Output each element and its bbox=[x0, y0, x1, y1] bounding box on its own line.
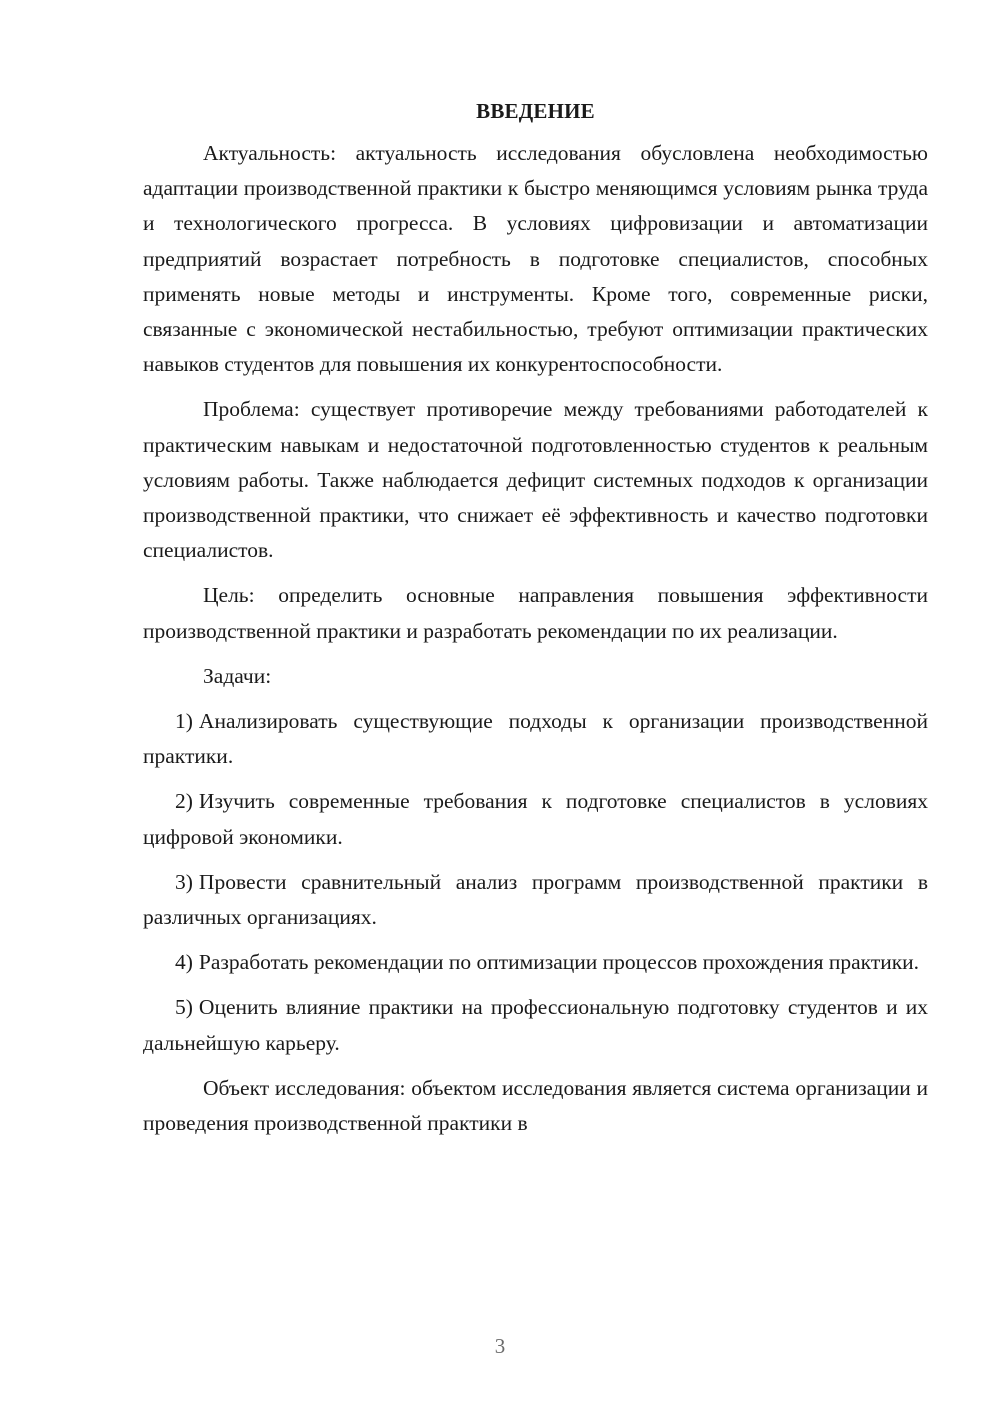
task-number: 4) bbox=[175, 950, 193, 975]
object-paragraph: Объект исследования: объектом исследования является система организации и проведения производственной практики в bbox=[143, 1075, 928, 1136]
problem-paragraph: Проблема: существует противоречие между требованиями работодателей к практическим навыкам и недостаточной подготовленностью студентов к реальным условиям работы. Также наблюдается дефицит системных подходов к организации производственной практики, что снижает её эффективность и качество подготовки специалистов. bbox=[143, 397, 928, 563]
page-number: 3 bbox=[494, 1334, 506, 1358]
task-item bbox=[143, 784, 928, 854]
task-text: Провести сравнительный анализ программ производственной практики в различных организациях. bbox=[143, 869, 928, 930]
task-number: 2) bbox=[175, 789, 193, 814]
goal-paragraph: Цель: определить основные направления повышения эффективности производственной практики и разработать рекомендации по их реализации. bbox=[143, 583, 928, 643]
task-text: Анализировать существующие подходы к организации производственной практики. bbox=[143, 709, 928, 769]
task-item bbox=[143, 865, 928, 935]
task-number: 1) bbox=[175, 709, 193, 734]
task-number: 5) bbox=[175, 995, 193, 1020]
task-text: Изучить современные требования к подготовке специалистов в условиях цифровой экономики. bbox=[143, 789, 928, 849]
page-content bbox=[143, 94, 928, 1151]
task-item bbox=[143, 945, 928, 980]
page-title: ВВЕДЕНИЕ bbox=[476, 99, 595, 123]
task-text: Оценить влияние практики на профессиональную подготовку студентов и их дальнейшую карьеру. bbox=[143, 995, 928, 1055]
task-item bbox=[143, 704, 928, 774]
task-number: 3) bbox=[175, 869, 193, 894]
relevance-paragraph: Актуальность: актуальность исследования обусловлена необходимостью адаптации производственной практики к быстро меняющимся условиям рынка труда и технологического прогресса. В условиях цифровизации и автоматизации предприятий возрастает потребность в подготовке специалистов, способных применять новые методы и инструменты. Кроме того, современные риски, связанные с экономической нестабильностью, требуют оптимизации практических навыков студентов для повышения их конкурентоспособности. bbox=[143, 141, 928, 377]
task-text: Разработать рекомендации по оптимизации процессов прохождения практики. bbox=[198, 950, 920, 975]
tasks-heading: Задачи: bbox=[203, 663, 272, 688]
task-item bbox=[143, 990, 928, 1060]
